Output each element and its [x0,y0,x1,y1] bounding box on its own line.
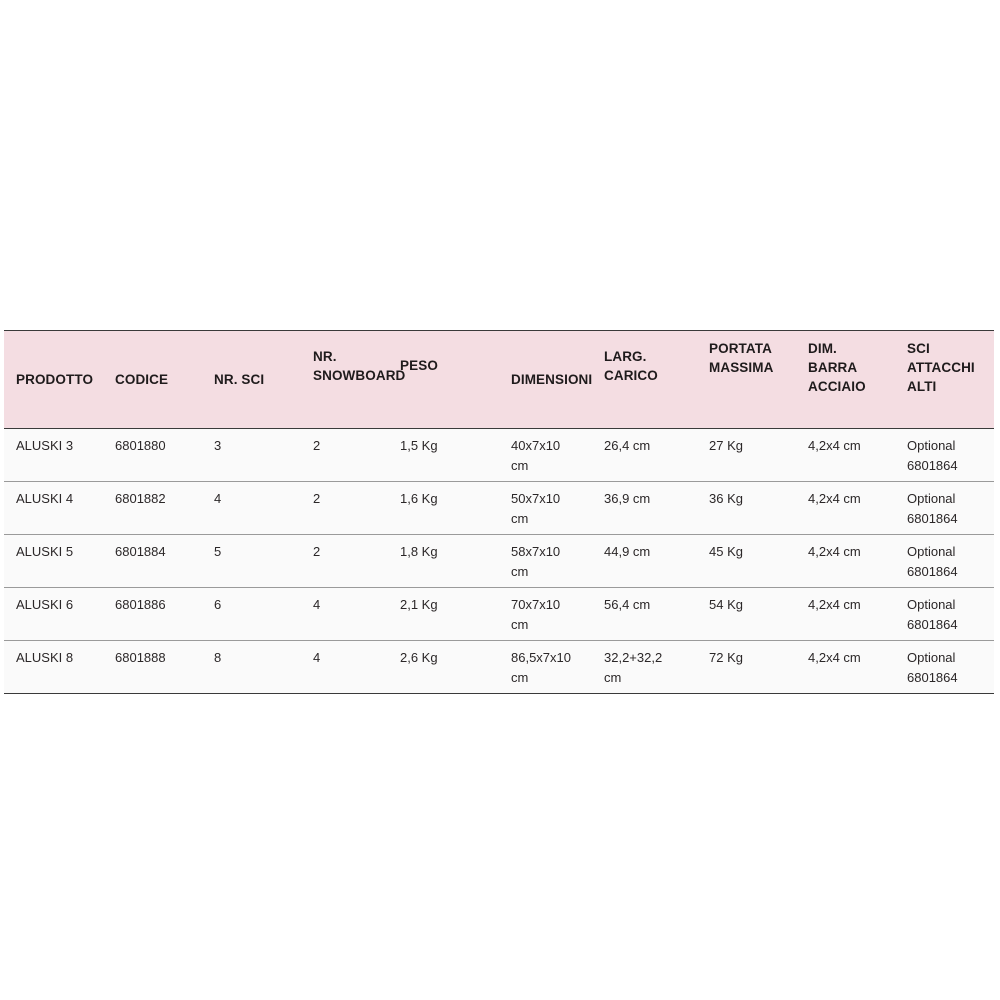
cell-sci-attacchi-alti: Optional 6801864 [907,650,958,685]
cell-dim-barra-acciaio: 4,2x4 cm [796,535,895,588]
cell-nr-sci: 5 [202,535,301,588]
cell-codice: 6801886 [103,588,202,641]
header-peso: PESO [400,331,499,429]
cell-portata-massima: 27 Kg [697,429,796,482]
cell-sci-attacchi-alti: Optional 6801864 [895,482,994,535]
cell-nr-sci: 6 [202,588,301,641]
cell-larg-carico: 44,9 cm [598,535,697,588]
cell-portata-massima: 54 Kg [697,588,796,641]
cell-nr-sci: 8 [214,650,222,665]
cell-dim-barra-acciaio: 4,2x4 cm [796,482,895,535]
cell-nr-snowboard: 2 [301,535,400,588]
table-row [4,588,994,641]
cell-nr-sci: 3 [202,429,301,482]
header-larg-carico: LARG. CARICO [598,331,697,429]
cell-sci-attacchi-alti: Optional 6801864 [895,535,994,588]
cell-prodotto: ALUSKI 4 [4,482,103,535]
header-row [4,331,994,429]
cell-portata-massima: 45 Kg [697,535,796,588]
cell-dimensioni: 70x7x10 cm [499,588,598,641]
cell-prodotto: ALUSKI 5 [4,535,103,588]
cell-dim-barra-acciaio: 4,2x4 cm [796,429,895,482]
cell-dimensioni: 50x7x10 cm [499,482,598,535]
cell-larg-carico: 26,4 cm [598,429,697,482]
cell-peso: 2,1 Kg [400,588,499,641]
cell-dimensioni: 40x7x10 cm [499,429,598,482]
cell-portata-massima: 36 Kg [697,482,796,535]
cell-dim-barra-acciaio: 4,2x4 cm [796,588,895,641]
cell-portata-massima: 72 Kg [709,650,743,665]
cell-larg-carico: 32,2+32,2 cm [604,650,663,685]
header-portata-massima: PORTATA MASSIMA [697,331,796,429]
header-dimensioni: DIMENSIONI [499,331,598,429]
header-codice: CODICE [103,331,202,429]
header-dim-barra-acciaio: DIM. BARRA ACCIAIO [796,331,895,429]
header-prodotto: PRODOTTO [4,331,103,429]
cell-dim-barra-acciaio: 4,2x4 cm [808,650,861,665]
table-row [4,535,994,588]
cell-codice: 6801888 [115,650,166,665]
cell-prodotto: ALUSKI 8 [16,650,74,665]
header-sci-attacchi-alti: SCI ATTACCHI ALTI [895,331,994,429]
cell-nr-snowboard: 2 [301,482,400,535]
cell-sci-attacchi-alti: Optional 6801864 [895,429,994,482]
cell-peso: 1,6 Kg [400,482,499,535]
cell-codice: 6801884 [103,535,202,588]
cell-sci-attacchi-alti: Optional 6801864 [895,588,994,641]
cell-codice: 6801882 [103,482,202,535]
cell-dimensioni: 58x7x10 cm [499,535,598,588]
cell-peso: 1,8 Kg [400,535,499,588]
cell-nr-snowboard: 2 [301,429,400,482]
cell-prodotto: ALUSKI 6 [4,588,103,641]
header-nr-snowboard: NR. SNOWBOARD [301,331,400,429]
product-spec-table [4,330,994,694]
cell-larg-carico: 56,4 cm [598,588,697,641]
cell-larg-carico: 36,9 cm [598,482,697,535]
table-row [4,429,994,482]
table-row [4,482,994,535]
cell-nr-snowboard: 4 [313,650,321,665]
cell-nr-snowboard: 4 [301,588,400,641]
spec-table-container [4,330,994,694]
cell-prodotto: ALUSKI 3 [4,429,103,482]
cell-nr-sci: 4 [202,482,301,535]
cell-peso: 1,5 Kg [400,429,499,482]
header-nr-sci: NR. SCI [202,331,301,429]
table-row [4,641,994,694]
cell-peso: 2,6 Kg [400,650,438,665]
cell-dimensioni: 86,5x7x10 cm [511,650,571,685]
cell-codice: 6801880 [103,429,202,482]
